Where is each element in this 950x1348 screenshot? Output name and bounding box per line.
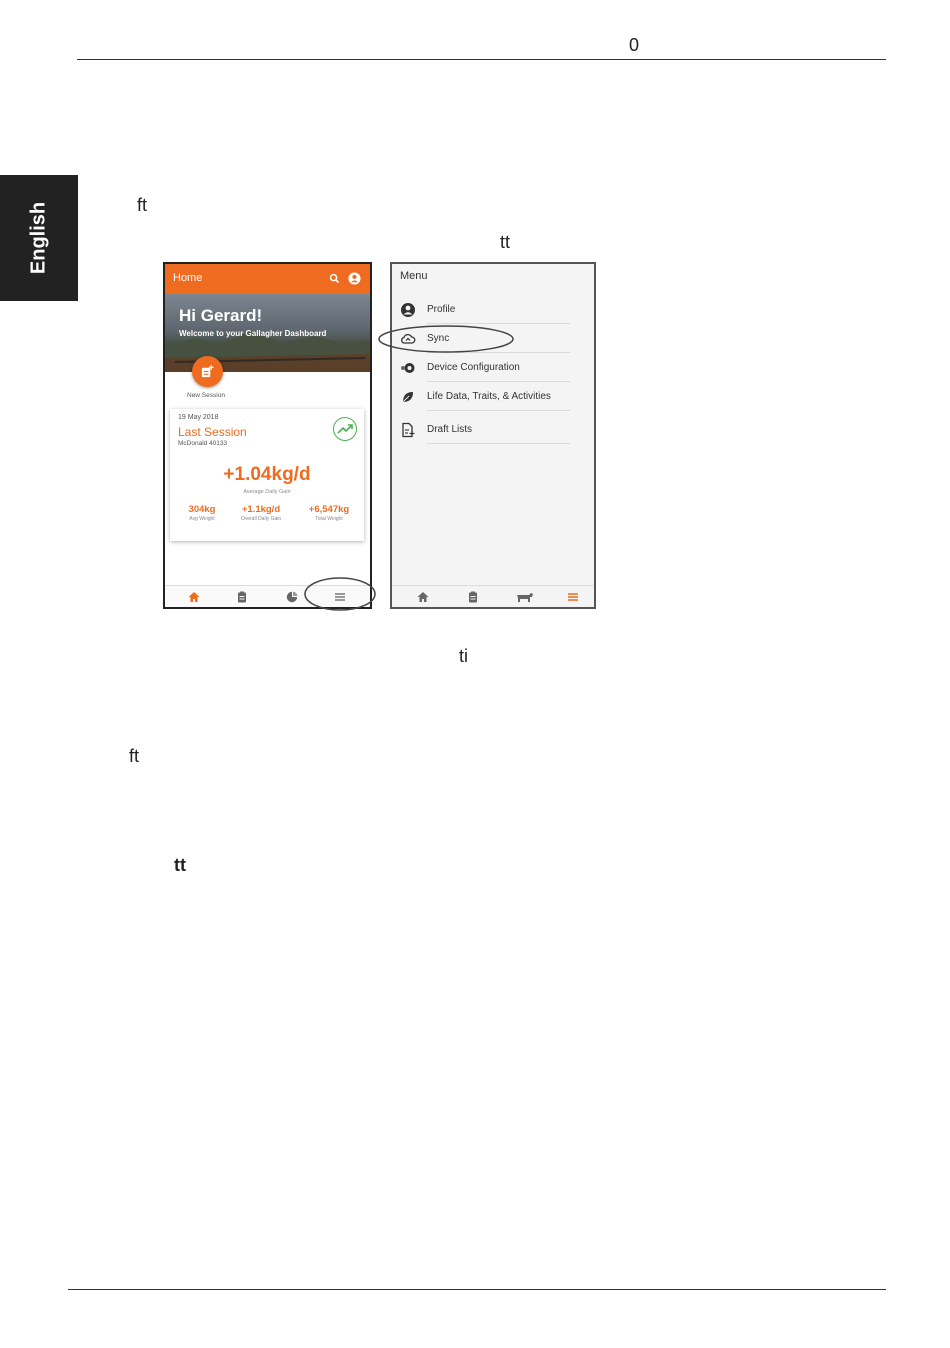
home-app-bar bbox=[165, 264, 370, 294]
menu-item-label: Device Configuration bbox=[427, 362, 520, 373]
new-session-label: New Session bbox=[187, 392, 225, 399]
stat-value: +1.1kg/d bbox=[241, 504, 281, 515]
farm-name: McDonald 40133 bbox=[178, 440, 228, 447]
welcome-text: Welcome to your Gallagher Dashboard bbox=[179, 329, 327, 338]
menu-divider bbox=[427, 381, 570, 382]
clipboard-icon[interactable] bbox=[235, 590, 249, 604]
new-session-button[interactable] bbox=[192, 356, 223, 387]
paragraph-fragment-4: tt bbox=[174, 855, 186, 875]
leaf-icon bbox=[400, 389, 416, 405]
menu-divider bbox=[427, 410, 570, 411]
last-session-card[interactable] bbox=[170, 409, 364, 541]
draft-list-icon bbox=[400, 422, 416, 438]
menu-icon[interactable] bbox=[566, 590, 580, 604]
footer-rule bbox=[68, 1289, 886, 1290]
home-icon[interactable] bbox=[187, 590, 201, 604]
menu-item-draft-lists[interactable] bbox=[392, 416, 594, 444]
menu-screen-mockup bbox=[390, 262, 596, 609]
card-title: Last Session bbox=[178, 425, 247, 439]
cow-icon[interactable] bbox=[516, 590, 534, 604]
language-tab bbox=[0, 175, 78, 301]
language-tab-label: English bbox=[27, 201, 50, 275]
stat-overall-gain bbox=[229, 504, 293, 522]
caption-fragment: ti bbox=[459, 646, 468, 666]
stat-total-weight bbox=[297, 504, 361, 522]
stat-label: Total Weight bbox=[315, 516, 343, 522]
menu-item-label: Sync bbox=[427, 333, 450, 344]
stat-avg-weight bbox=[170, 504, 234, 522]
menu-item-life-data[interactable] bbox=[392, 383, 594, 411]
new-session-icon bbox=[200, 364, 215, 379]
page-number: 0 bbox=[629, 35, 640, 55]
account-icon[interactable] bbox=[348, 272, 361, 285]
headline-gain-label: Average Daily Gain bbox=[243, 489, 291, 495]
menu-title: Menu bbox=[400, 270, 428, 282]
home-title: Home bbox=[173, 272, 203, 284]
menu-highlight-ellipse bbox=[303, 575, 377, 613]
home-screen-mockup bbox=[163, 262, 372, 609]
header-rule bbox=[77, 59, 886, 60]
sync-highlight-ellipse bbox=[376, 323, 516, 355]
profile-icon bbox=[400, 302, 416, 318]
menu-item-label: Life Data, Traits, & Activities bbox=[427, 391, 551, 402]
bottom-nav bbox=[392, 585, 594, 608]
stat-label: Overall Daily Gain bbox=[240, 516, 282, 522]
trending-up-icon bbox=[333, 417, 357, 441]
device-config-icon bbox=[400, 360, 416, 376]
home-icon[interactable] bbox=[416, 590, 430, 604]
paragraph-fragment-2: tt bbox=[500, 232, 511, 252]
stat-label: Avg Weight bbox=[189, 516, 215, 522]
paragraph-fragment-1: ft bbox=[137, 195, 148, 215]
menu-item-label: Profile bbox=[427, 304, 456, 315]
search-icon[interactable] bbox=[329, 273, 340, 284]
menu-divider bbox=[427, 443, 570, 444]
menu-item-device-configuration[interactable] bbox=[392, 354, 594, 382]
menu-item-profile[interactable] bbox=[392, 296, 594, 324]
paragraph-fragment-3: ft bbox=[129, 746, 140, 766]
stat-value: 304kg bbox=[188, 504, 216, 515]
clipboard-icon[interactable] bbox=[466, 590, 480, 604]
stat-value: +6,547kg bbox=[308, 504, 350, 515]
pie-chart-icon[interactable] bbox=[285, 590, 299, 604]
greeting-heading: Hi Gerard! bbox=[179, 306, 263, 325]
headline-gain: +1.04kg/d bbox=[223, 464, 311, 485]
session-date: 19 May 2018 bbox=[178, 414, 219, 421]
menu-item-label: Draft Lists bbox=[427, 424, 473, 435]
